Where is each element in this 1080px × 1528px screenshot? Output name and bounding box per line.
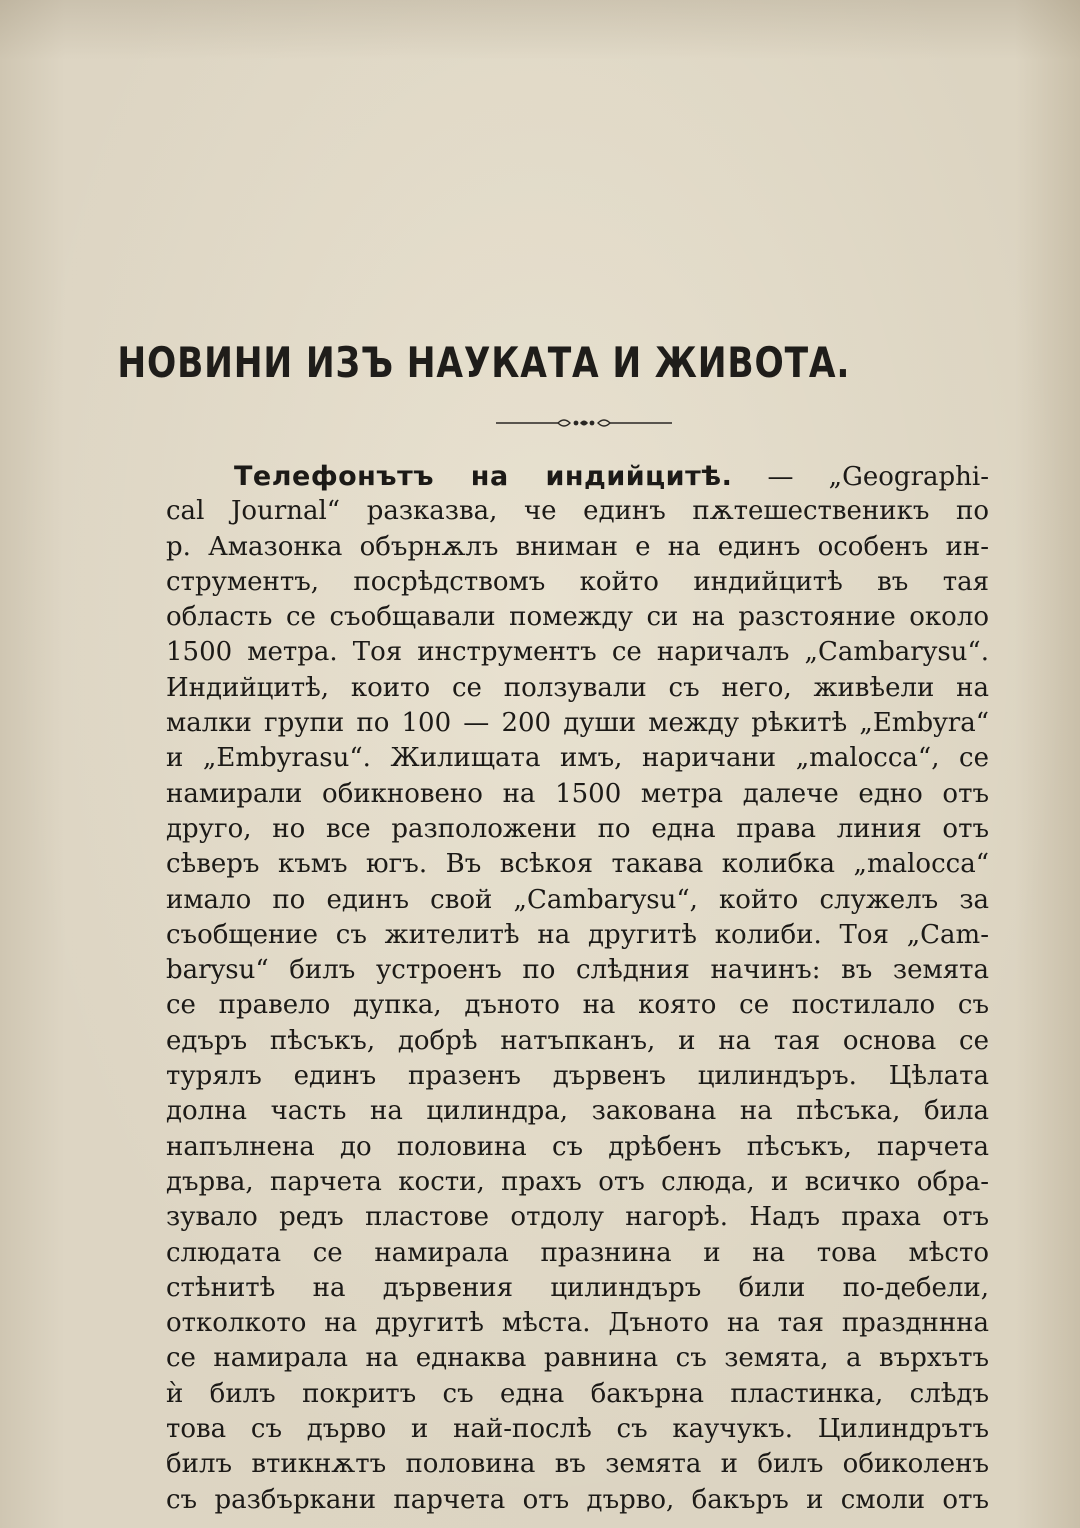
article-line: Индийцитѣ, които се ползували съ него, живѣели на: [166, 672, 989, 703]
article-line: cal Journal“ разказва, че единъ пѫтешественикъ по: [166, 496, 989, 527]
article-line: зувало редъ пластове отдолу нагорѣ. Надъ праха отъ: [166, 1202, 989, 1233]
article-line: и „Embyrasu“. Жилищата имъ, наричани „malocca“, се: [166, 743, 989, 774]
article-line: р. Амазонка обърнѫлъ вниман е на единъ особенъ ин-: [166, 531, 989, 562]
article-title: Телефонътъ на индийцитѣ.: [234, 461, 733, 492]
article-line: имало по единъ свой „Cambarysu“, който служелъ за: [166, 884, 989, 915]
article-line: намирали обикновено на 1500 метра далече едно отъ: [166, 778, 989, 809]
article-line: слюдата се намирала празнина и на това мѣсто: [166, 1237, 989, 1268]
article-line: напълнена до половина съ дрѣбенъ пѣсъкъ, парчета: [166, 1131, 989, 1162]
article-line: се правело дупка, дъното на която се постилало съ: [166, 990, 989, 1021]
article-line: едъръ пѣсъкъ, добрѣ натъпканъ, и на тая основа се: [166, 1025, 989, 1056]
article-line: това съ дърво и най-послѣ съ каучукъ. Цилиндрътъ: [166, 1414, 989, 1445]
article-line: barysu“ билъ устроенъ по слѣдния начинъ: въ земята: [166, 955, 989, 986]
article-line: друго, но все разположени по една права линия отъ: [166, 813, 989, 844]
article-line: ѝ билъ покритъ съ една бакърна пластинка, слѣдъ: [166, 1378, 989, 1409]
article-first-line-text: — „Geographi-: [732, 462, 989, 492]
section-heading: НОВИНИ ИЗЪ НАУКАТА И ЖИВОТА.: [117, 338, 851, 387]
article-line: съобщение съ жителитѣ на другитѣ колиби. Тоя „Cam-: [166, 919, 989, 950]
article-line: струментъ, посрѣдствомъ който индийцитѣ въ тая: [166, 566, 989, 597]
article-line: дърва, парчета кости, прахъ отъ слюда, и всичко обра-: [166, 1166, 989, 1197]
article-line: съ разбъркани парчета отъ дърво, бакъръ и смоли отъ: [166, 1484, 989, 1515]
article-line: 1500 метра. Тоя инструментъ се наричалъ „Cambarysu“.: [166, 637, 989, 668]
page-top-shadow: [0, 0, 1080, 60]
article-body: [166, 459, 989, 1518]
article-line: сѣверъ къмъ югъ. Въ всѣкоя такава колибка „malocca“: [166, 849, 989, 880]
article-line: турялъ единъ празенъ дървенъ цилиндъръ. Цѣлата: [166, 1061, 989, 1092]
article-line: область се съобщавали помежду си на разстояние около: [166, 602, 989, 633]
article-line: билъ втикнѫтъ половина въ земята и билъ обиколенъ: [166, 1449, 989, 1480]
article-first-line: [166, 459, 989, 494]
article-line: отколкото на другитѣ мѣста. Дъното на тая праздннна: [166, 1308, 989, 1339]
article-line: стѣнитѣ на дървения цилиндъръ били по-дебели,: [166, 1272, 989, 1303]
article-line: долна часть на цилиндра, закована на пѣсъка, била: [166, 1096, 989, 1127]
divider-ornament: [496, 412, 672, 434]
article-line: се намирала на еднаква равнина съ земята, а върхътъ: [166, 1343, 989, 1374]
article-line: малки групи по 100 — 200 души между рѣкитѣ „Embyra“: [166, 708, 989, 739]
